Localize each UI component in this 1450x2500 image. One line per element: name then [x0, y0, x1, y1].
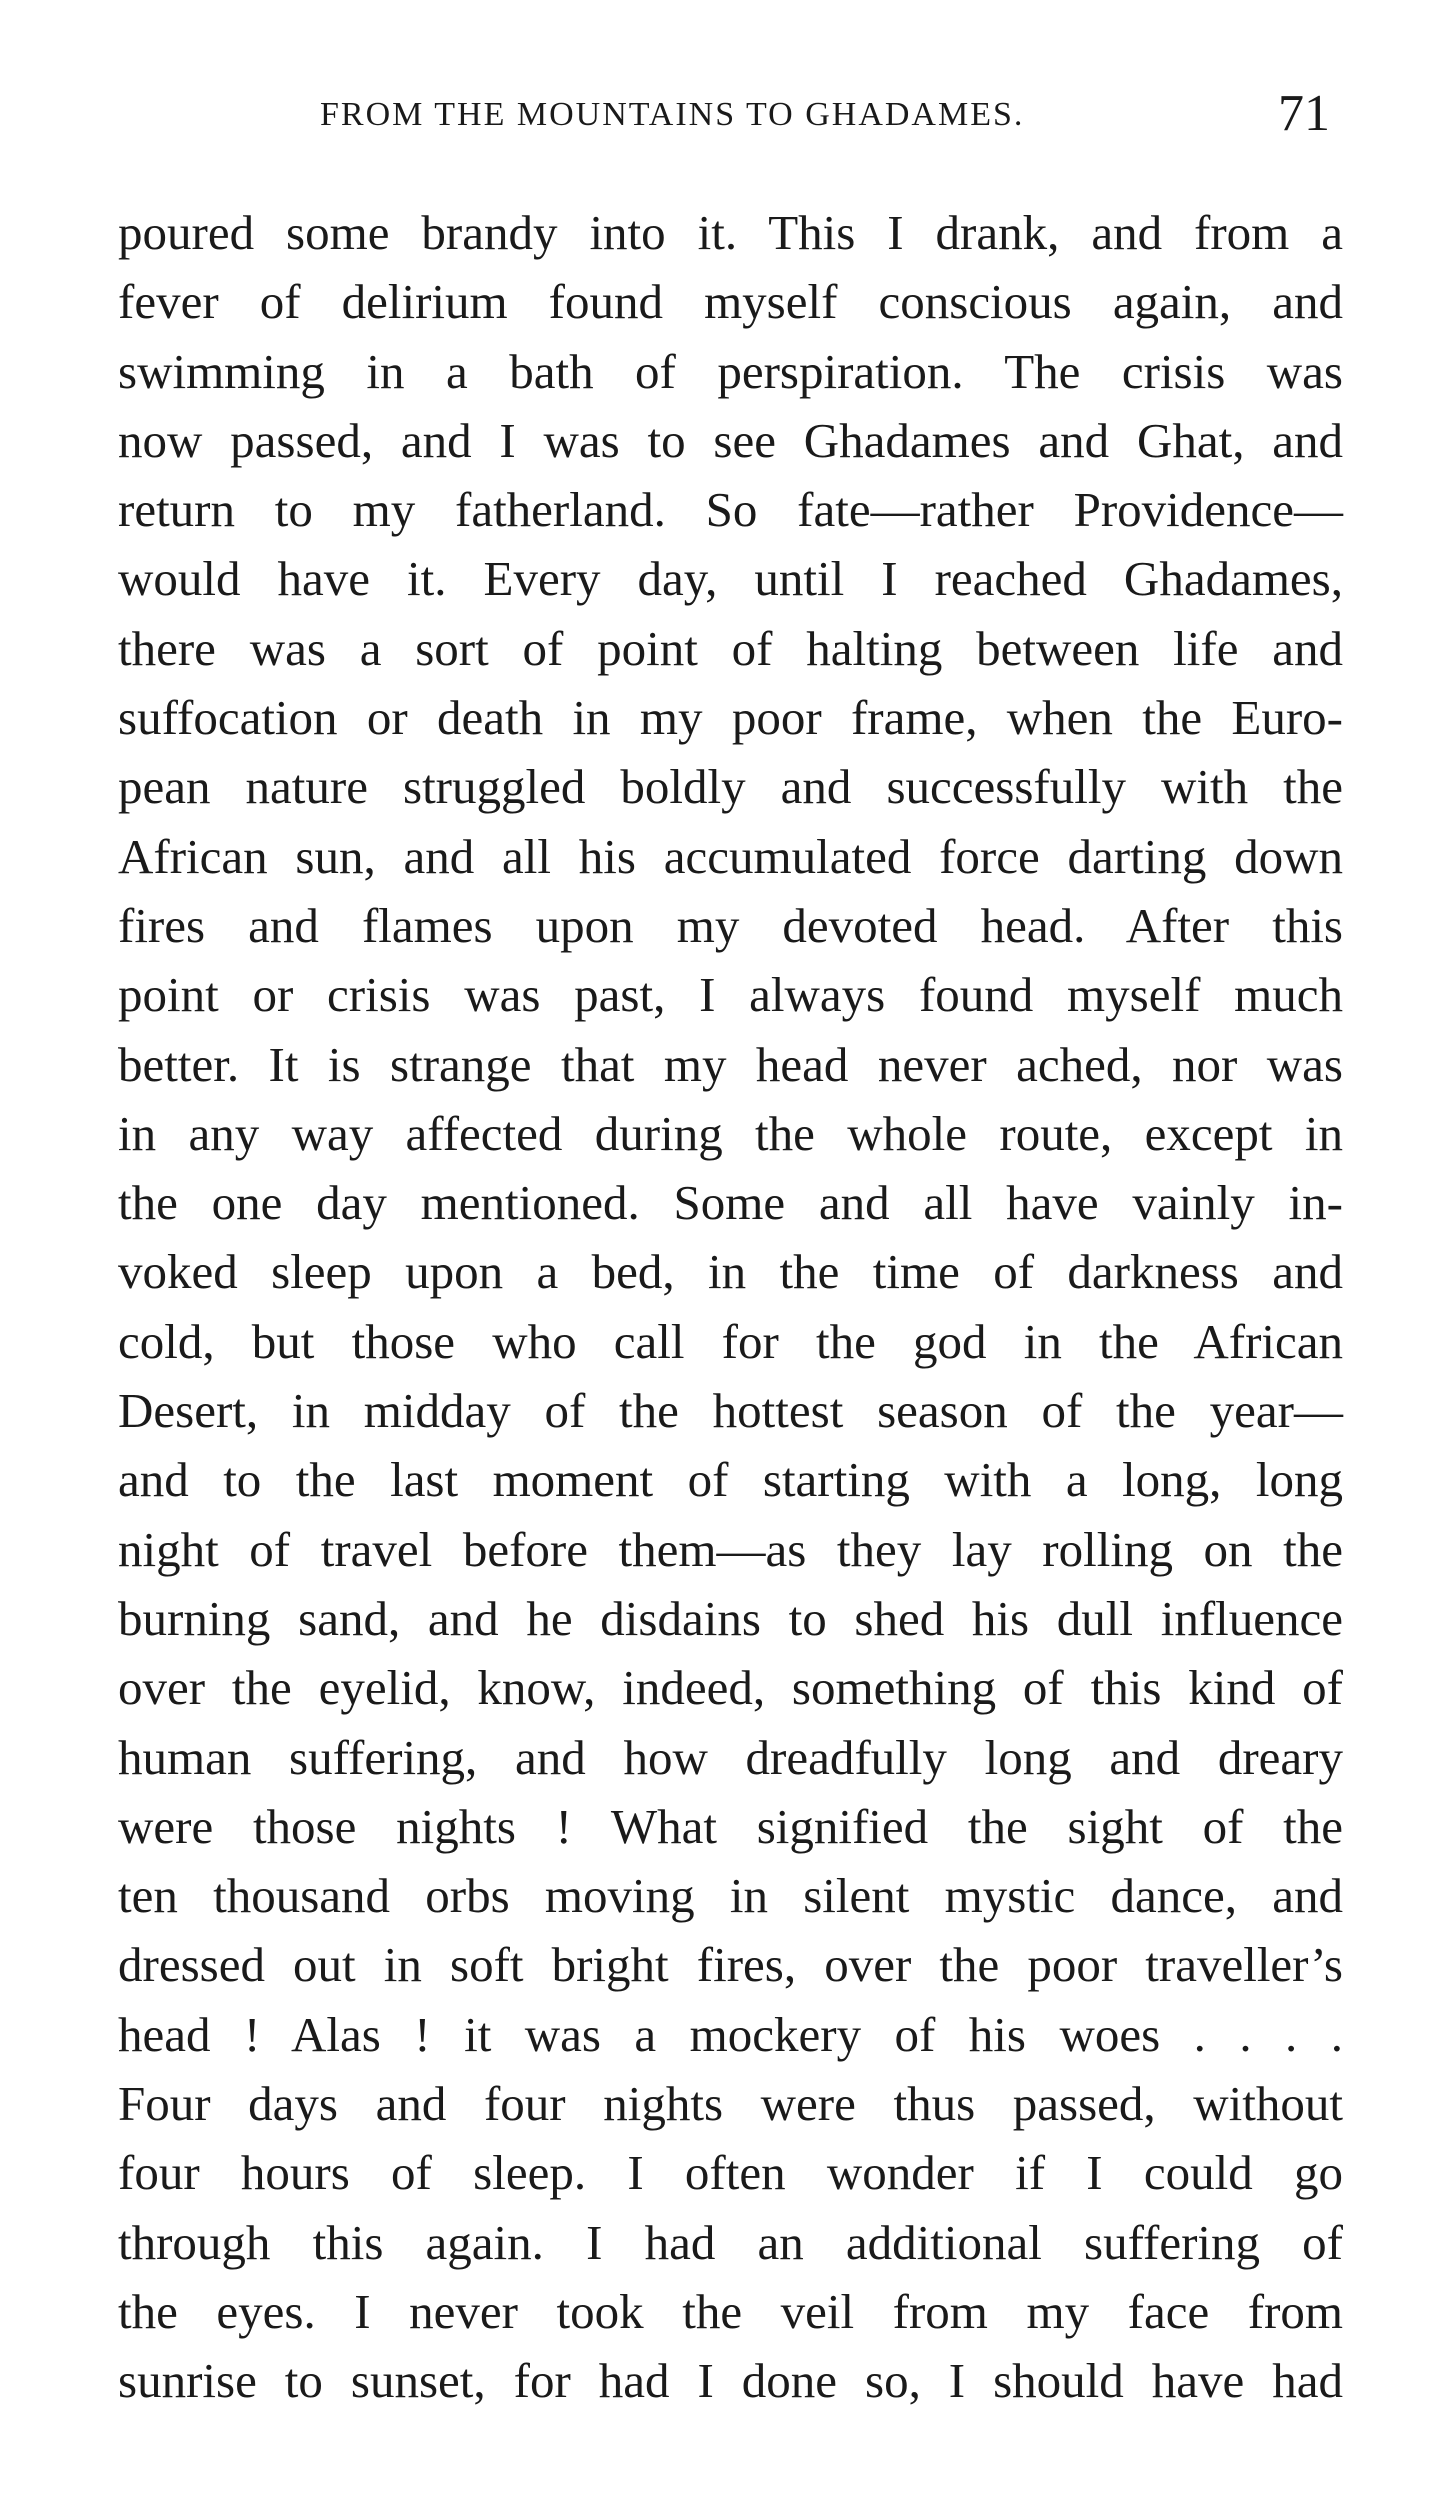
text-line: the one day mentioned. Some and all have vainly in-: [118, 1175, 1343, 1231]
page-number: 71: [1278, 85, 1330, 142]
text-line: poured some brandy into it. This I drank, and from a: [118, 205, 1343, 260]
text-line: would have it. Every day, until I reached Ghadames,: [118, 551, 1343, 607]
running-title: FROM THE MOUNTAINS TO GHADAMES.: [320, 96, 1025, 133]
text-line: pean nature struggled boldly and successfully with the: [118, 759, 1343, 815]
text-line: swimming in a bath of perspiration. The crisis was: [118, 343, 1343, 399]
text-line: dressed out in soft bright fires, over the poor traveller’s: [118, 1937, 1343, 1993]
text-line: point or crisis was past, I always found myself much: [118, 967, 1343, 1023]
text-line: Desert, in midday of the hottest season of the year—: [118, 1383, 1343, 1439]
text-line: human suffering, and how dreadfully long and dreary: [118, 1729, 1343, 1785]
text-line: in any way affected during the whole route, except in: [118, 1105, 1343, 1161]
text-line: head ! Alas ! it was a mockery of his woes . . . .: [118, 2006, 1343, 2062]
text-line: return to my fatherland. So fate—rather Providence—: [118, 482, 1343, 538]
text-line: better. It is strange that my head never ached, nor was: [118, 1036, 1343, 1092]
text-line: the eyes. I never took the veil from my face from: [118, 2283, 1343, 2339]
text-line: African sun, and all his accumulated force darting down: [118, 828, 1343, 884]
text-line: fires and flames upon my devoted head. After this: [118, 897, 1343, 953]
text-line: through this again. I had an additional suffering of: [118, 2214, 1343, 2270]
text-line: there was a sort of point of halting between life and: [118, 620, 1343, 676]
text-line: night of travel before them—as they lay rolling on the: [118, 1521, 1343, 1577]
text-line: over the eyelid, know, indeed, something of this kind of: [118, 1660, 1343, 1716]
text-line: suffocation or death in my poor frame, when the Euro-: [118, 690, 1343, 746]
text-line: cold, but those who call for the god in the African: [118, 1313, 1343, 1369]
text-line: now passed, and I was to see Ghadames and Ghat, and: [118, 412, 1343, 468]
text-line: four hours of sleep. I often wonder if I could go: [118, 2145, 1343, 2201]
text-line: were those nights ! What signified the sight of the: [118, 1798, 1343, 1854]
body-text: [118, 198, 1343, 2416]
text-line: fever of delirium found myself conscious again, and: [118, 274, 1343, 330]
text-line: voked sleep upon a bed, in the time of darkness and: [118, 1244, 1343, 1300]
text-line: sunrise to sunset, for had I done so, I should have had: [118, 2353, 1343, 2409]
text-line: burning sand, and he disdains to shed his dull influence: [118, 1590, 1343, 1646]
running-head: [120, 84, 1350, 144]
text-line: and to the last moment of starting with a long, long: [118, 1452, 1343, 1508]
text-line: Four days and four nights were thus passed, without: [118, 2076, 1343, 2132]
text-line: ten thousand orbs moving in silent mystic dance, and: [118, 1868, 1343, 1924]
